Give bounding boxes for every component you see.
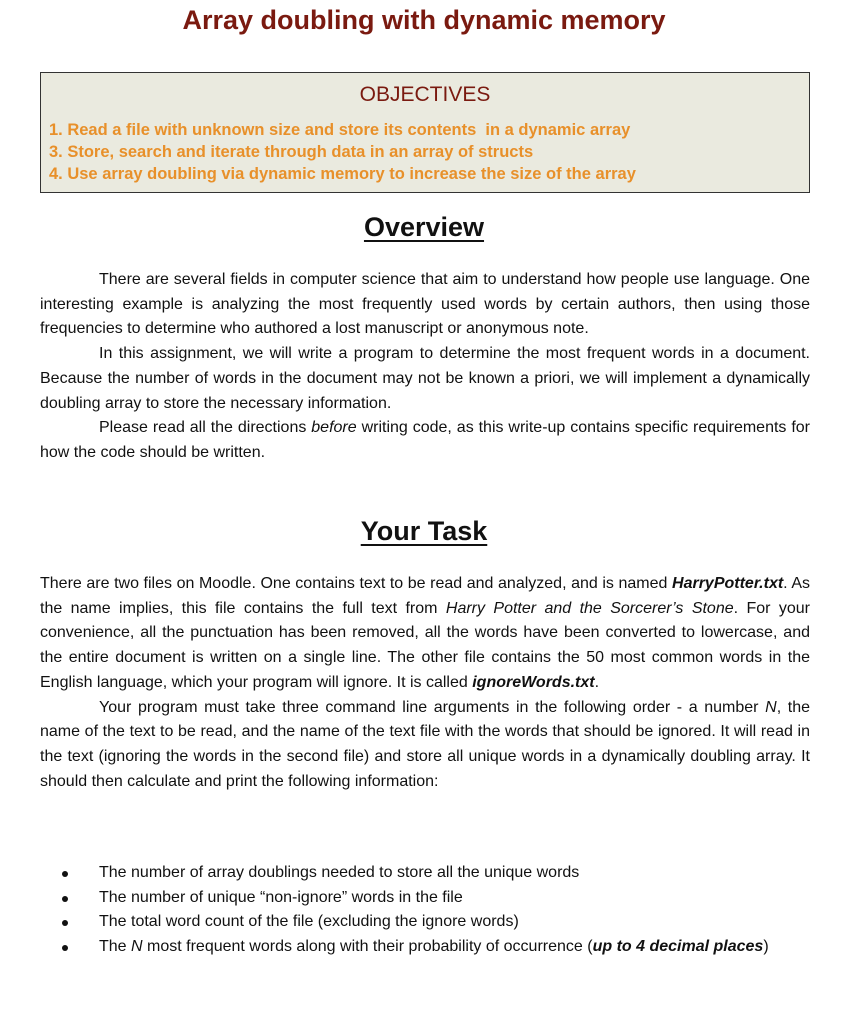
filename-ignorewords: ignoreWords.txt (472, 673, 595, 691)
text-run: . (594, 673, 600, 691)
text-run: Your program must take three command line arguments in the following order - a number (99, 698, 766, 716)
bullet-icon (62, 920, 68, 926)
book-title: Harry Potter and the Sorcerer’s Stone (445, 599, 734, 617)
text-run: , the name of the text to be read, and the name of the text file with the words that should be ignored. It will read in the text (ignoring the words in the second file) and store all unique words in a dynamically doubling array. It should then calculate and print the following information: (40, 698, 810, 790)
text-run: ) (763, 938, 769, 956)
overview-paragraph-2: In this assignment, we will write a program to determine the most frequent words in a document. Because the number of words in the document may not be known a priori, we will implement a dynamically doubling array to store the necessary information. (40, 345, 810, 412)
bullet-icon (62, 945, 68, 951)
overview-heading (0, 212, 848, 243)
text-run: Please read all the directions (99, 419, 312, 437)
bullet-icon (62, 871, 68, 877)
objective-item: 4. Use array doubling via dynamic memory to increase the size of the array (49, 165, 636, 183)
task-section (40, 572, 810, 794)
text-run: The (99, 938, 132, 956)
emphasis-before: before (311, 419, 357, 437)
overview-paragraph-3 (40, 416, 810, 465)
filename-harrypotter: HarryPotter.txt (672, 575, 784, 592)
list-item (40, 861, 810, 886)
text-run: . For your convenience, all the punctuation has been removed, all the words have been converted to lowercase, and the entire document is written on a single line. The other file contains the 50 most common words in the English language, which your program will ignore. It is called (40, 599, 811, 691)
list-item-text: The number of unique “non-ignore” words in the file (99, 888, 463, 906)
list-item (40, 935, 810, 960)
text-run: most frequent words along with their probability of occurrence ( (142, 938, 593, 956)
objectives-heading: OBJECTIVES (359, 83, 491, 106)
requirements-list (40, 861, 810, 960)
task-heading-text: Your Task (360, 516, 488, 546)
overview-paragraph-1: There are several fields in computer science that aim to understand how people use language. One interesting example is analyzing the most frequently used words by certain authors, then using those frequencies to determine who authored a lost manuscript or anonymous note. (40, 271, 810, 338)
objective-item: 1. Read a file with unknown size and store its contents in a dynamic array (49, 121, 631, 139)
objective-item: 3. Store, search and iterate through data in an array of structs (49, 143, 534, 161)
overview-section (40, 268, 810, 466)
objectives-box (40, 72, 810, 193)
list-item-text: The number of array doublings needed to store all the unique words (99, 864, 580, 881)
decimal-requirement: up to 4 decimal places (592, 938, 764, 956)
variable-n: N (131, 938, 143, 956)
variable-n: N (765, 698, 777, 716)
text-run: There are two files on Moodle. One contains text to be read and analyzed, and is named (40, 575, 673, 592)
task-paragraph-1 (40, 572, 810, 696)
task-heading (0, 516, 848, 547)
text-run: writing code, as this write-up contains specific requirements for how the code should be written. (40, 419, 811, 461)
objectives-list (49, 119, 636, 185)
task-paragraph-2 (40, 696, 810, 795)
list-item-text: The total word count of the file (excluding the ignore words) (99, 913, 519, 931)
list-item (40, 910, 810, 935)
list-item (40, 886, 810, 911)
bullet-icon (62, 896, 68, 902)
overview-heading-text: Overview (363, 212, 485, 242)
page-title: Array doubling with dynamic memory (182, 5, 666, 35)
text-run: . As the name implies, this file contains the full text from (40, 575, 810, 617)
